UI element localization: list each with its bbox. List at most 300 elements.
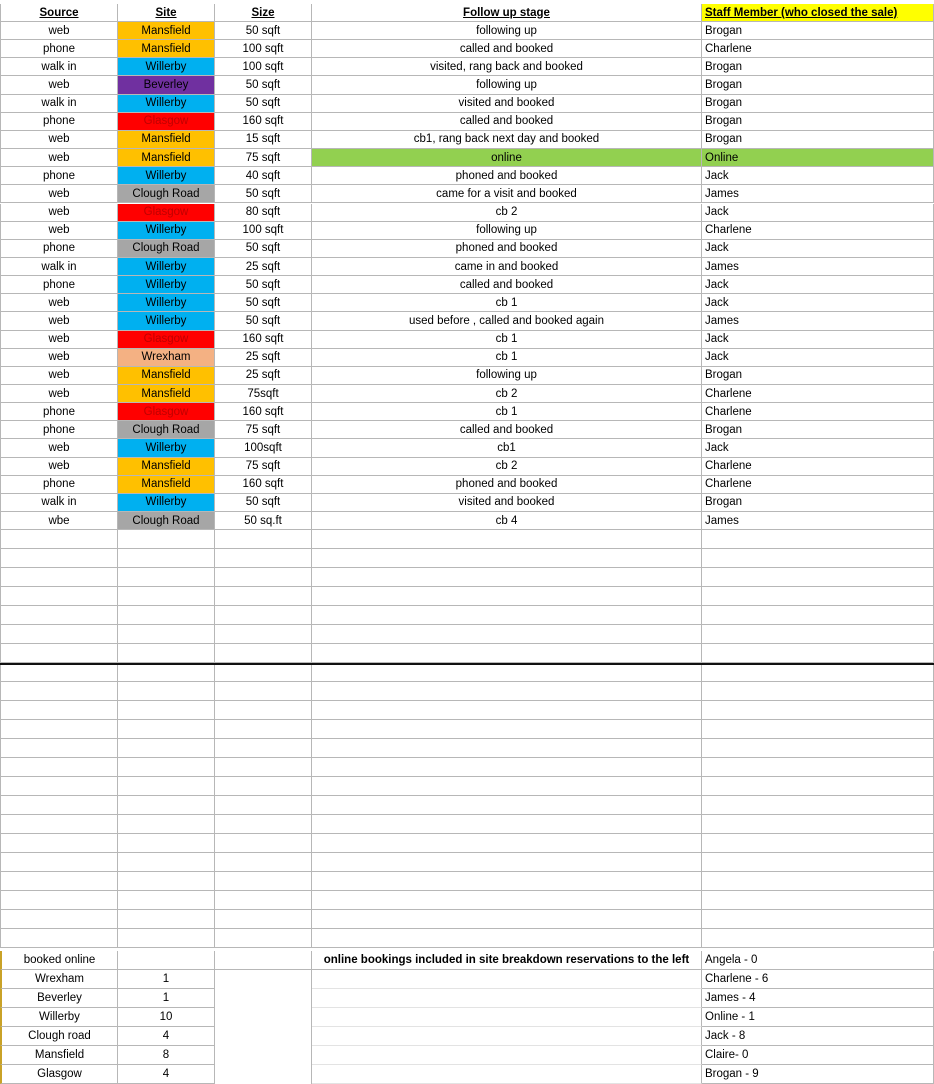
site-total-count[interactable]: 4: [118, 1027, 215, 1046]
site-cell[interactable]: Glasgow: [118, 113, 215, 131]
staff-cell[interactable]: Jack: [702, 331, 934, 349]
site-cell[interactable]: Clough Road: [118, 185, 215, 203]
empty-cell[interactable]: [118, 796, 215, 815]
staff-cell[interactable]: James: [702, 185, 934, 203]
staff-cell[interactable]: Brogan: [702, 113, 934, 131]
site-total-count[interactable]: 4: [118, 1065, 215, 1084]
online-bookings-note[interactable]: online bookings included in site breakdown reservations to the left: [312, 951, 702, 970]
source-cell[interactable]: phone: [0, 276, 118, 294]
staff-total[interactable]: Charlene - 6: [702, 970, 934, 989]
table-row: [0, 512, 934, 530]
table-row: [0, 131, 934, 149]
empty-cell[interactable]: [215, 758, 312, 777]
empty-cell[interactable]: [0, 549, 118, 568]
empty-cell[interactable]: [215, 682, 312, 701]
source-cell[interactable]: web: [0, 131, 118, 149]
empty-cell[interactable]: [215, 530, 312, 549]
stage-cell[interactable]: cb 2: [312, 458, 702, 476]
empty-cell[interactable]: [0, 701, 118, 720]
empty-cell[interactable]: [702, 530, 934, 549]
site-total-count[interactable]: 10: [118, 1008, 215, 1027]
staff-total[interactable]: Angela - 0: [702, 951, 934, 970]
source-cell[interactable]: web: [0, 385, 118, 403]
empty-cell[interactable]: [702, 872, 934, 891]
empty-cell[interactable]: [118, 872, 215, 891]
empty-cell[interactable]: [312, 1046, 702, 1065]
site-cell[interactable]: Mansfield: [118, 22, 215, 40]
staff-cell[interactable]: James: [702, 258, 934, 276]
empty-cell[interactable]: [312, 796, 702, 815]
empty-cell[interactable]: [118, 587, 215, 606]
staff-cell[interactable]: Brogan: [702, 76, 934, 94]
stage-cell[interactable]: called and booked: [312, 40, 702, 58]
staff-cell[interactable]: Brogan: [702, 22, 934, 40]
empty-cell[interactable]: [0, 929, 118, 948]
staff-cell[interactable]: Jack: [702, 240, 934, 258]
source-cell[interactable]: web: [0, 22, 118, 40]
table-row: [0, 149, 934, 167]
empty-cell[interactable]: [312, 587, 702, 606]
empty-cell[interactable]: [118, 815, 215, 834]
size-cell[interactable]: 75 sqft: [215, 421, 312, 439]
site-cell[interactable]: Willerby: [118, 439, 215, 457]
empty-cell[interactable]: [215, 644, 312, 663]
empty-cell[interactable]: [118, 606, 215, 625]
staff-cell[interactable]: Charlene: [702, 40, 934, 58]
stage-cell[interactable]: following up: [312, 367, 702, 385]
empty-cell[interactable]: [702, 910, 934, 929]
size-cell[interactable]: 50 sqft: [215, 276, 312, 294]
empty-cell[interactable]: [312, 910, 702, 929]
stage-cell[interactable]: came in and booked: [312, 258, 702, 276]
stage-cell[interactable]: called and booked: [312, 276, 702, 294]
site-cell[interactable]: Willerby: [118, 312, 215, 330]
site-cell[interactable]: Glasgow: [118, 403, 215, 421]
empty-cell[interactable]: [312, 568, 702, 587]
source-cell[interactable]: web: [0, 76, 118, 94]
empty-cell[interactable]: [118, 834, 215, 853]
empty-cell[interactable]: [0, 853, 118, 872]
empty-cell[interactable]: [118, 644, 215, 663]
empty-cell[interactable]: [702, 796, 934, 815]
size-cell[interactable]: 160 sqft: [215, 113, 312, 131]
size-cell[interactable]: 100 sqft: [215, 58, 312, 76]
empty-cell[interactable]: [215, 1065, 312, 1084]
stage-cell[interactable]: online: [312, 149, 702, 167]
empty-cell[interactable]: [0, 872, 118, 891]
empty-cell[interactable]: [312, 815, 702, 834]
empty-cell[interactable]: [0, 796, 118, 815]
stage-cell[interactable]: visited and booked: [312, 95, 702, 113]
size-cell[interactable]: 25 sqft: [215, 349, 312, 367]
empty-cell[interactable]: [312, 853, 702, 872]
stage-cell[interactable]: cb 1: [312, 294, 702, 312]
source-cell[interactable]: wbe: [0, 512, 118, 530]
table-row: [0, 331, 934, 349]
empty-cell[interactable]: [312, 625, 702, 644]
empty-cell[interactable]: [215, 587, 312, 606]
site-cell[interactable]: Willerby: [118, 494, 215, 512]
empty-cell[interactable]: [215, 663, 312, 682]
size-cell[interactable]: 50 sqft: [215, 22, 312, 40]
size-cell[interactable]: 50 sqft: [215, 312, 312, 330]
empty-cell[interactable]: [0, 834, 118, 853]
source-cell[interactable]: web: [0, 185, 118, 203]
size-cell[interactable]: 80 sqft: [215, 204, 312, 222]
site-cell[interactable]: Willerby: [118, 276, 215, 294]
source-cell[interactable]: phone: [0, 421, 118, 439]
staff-cell[interactable]: Charlene: [702, 458, 934, 476]
empty-cell[interactable]: [118, 853, 215, 872]
staff-cell[interactable]: Brogan: [702, 367, 934, 385]
empty-cell[interactable]: [118, 739, 215, 758]
empty-cell[interactable]: [118, 720, 215, 739]
empty-cell[interactable]: [312, 682, 702, 701]
empty-cell[interactable]: [0, 739, 118, 758]
header-site[interactable]: Site: [118, 4, 215, 22]
empty-cell[interactable]: [215, 1008, 312, 1027]
empty-cell[interactable]: [118, 910, 215, 929]
site-cell[interactable]: Mansfield: [118, 458, 215, 476]
empty-cell[interactable]: [702, 701, 934, 720]
staff-cell[interactable]: Brogan: [702, 95, 934, 113]
site-cell[interactable]: Clough Road: [118, 512, 215, 530]
empty-cell[interactable]: [702, 587, 934, 606]
site-cell[interactable]: Willerby: [118, 167, 215, 185]
empty-cell[interactable]: [215, 872, 312, 891]
empty-cell[interactable]: [312, 606, 702, 625]
source-cell[interactable]: web: [0, 331, 118, 349]
site-cell[interactable]: Willerby: [118, 258, 215, 276]
site-total-count[interactable]: 8: [118, 1046, 215, 1065]
empty-cell[interactable]: [312, 739, 702, 758]
booked-online-label[interactable]: booked online: [0, 951, 118, 970]
site-total-name[interactable]: Wrexham: [0, 970, 118, 989]
empty-cell[interactable]: [0, 587, 118, 606]
empty-cell[interactable]: [702, 549, 934, 568]
staff-cell[interactable]: Online: [702, 149, 934, 167]
stage-cell[interactable]: called and booked: [312, 113, 702, 131]
empty-cell[interactable]: [118, 701, 215, 720]
empty-cell[interactable]: [312, 777, 702, 796]
site-cell[interactable]: Mansfield: [118, 476, 215, 494]
site-total-count[interactable]: 1: [118, 970, 215, 989]
empty-cell[interactable]: [702, 682, 934, 701]
empty-cell[interactable]: [118, 777, 215, 796]
staff-cell[interactable]: Charlene: [702, 222, 934, 240]
empty-cell[interactable]: [702, 891, 934, 910]
stage-cell[interactable]: following up: [312, 22, 702, 40]
stage-cell[interactable]: phoned and booked: [312, 476, 702, 494]
site-cell[interactable]: Willerby: [118, 95, 215, 113]
empty-cell[interactable]: [215, 739, 312, 758]
stage-cell[interactable]: visited and booked: [312, 494, 702, 512]
site-cell[interactable]: Willerby: [118, 294, 215, 312]
stage-cell[interactable]: cb1: [312, 439, 702, 457]
empty-cell[interactable]: [118, 530, 215, 549]
stage-cell[interactable]: used before , called and booked again: [312, 312, 702, 330]
empty-cell[interactable]: [0, 682, 118, 701]
empty-cell[interactable]: [312, 1027, 702, 1046]
source-cell[interactable]: walk in: [0, 258, 118, 276]
stage-cell[interactable]: cb 4: [312, 512, 702, 530]
size-cell[interactable]: 160 sqft: [215, 476, 312, 494]
source-cell[interactable]: phone: [0, 167, 118, 185]
stage-cell[interactable]: came for a visit and booked: [312, 185, 702, 203]
size-cell[interactable]: 25 sqft: [215, 367, 312, 385]
staff-cell[interactable]: James: [702, 512, 934, 530]
size-cell[interactable]: 100 sqft: [215, 40, 312, 58]
empty-cell[interactable]: [0, 625, 118, 644]
empty-cell[interactable]: [312, 720, 702, 739]
size-cell[interactable]: 100 sqft: [215, 222, 312, 240]
empty-cell[interactable]: [312, 1065, 702, 1084]
empty-cell[interactable]: [702, 568, 934, 587]
site-cell[interactable]: Mansfield: [118, 367, 215, 385]
site-cell[interactable]: Clough Road: [118, 240, 215, 258]
header-stage[interactable]: Follow up stage: [312, 4, 702, 22]
stage-cell[interactable]: following up: [312, 222, 702, 240]
site-total-name[interactable]: Mansfield: [0, 1046, 118, 1065]
size-cell[interactable]: 50 sqft: [215, 494, 312, 512]
empty-cell[interactable]: [0, 720, 118, 739]
staff-cell[interactable]: Jack: [702, 294, 934, 312]
empty-cell[interactable]: [118, 891, 215, 910]
empty-cell[interactable]: [215, 549, 312, 568]
stage-cell[interactable]: cb 1: [312, 349, 702, 367]
site-total-count[interactable]: 1: [118, 989, 215, 1008]
source-cell[interactable]: walk in: [0, 95, 118, 113]
stage-cell[interactable]: phoned and booked: [312, 240, 702, 258]
empty-cell[interactable]: [702, 739, 934, 758]
empty-cell[interactable]: [118, 549, 215, 568]
empty-row: [0, 853, 934, 872]
table-row: [0, 113, 934, 131]
empty-cell[interactable]: [0, 663, 118, 682]
size-cell[interactable]: 15 sqft: [215, 131, 312, 149]
source-cell[interactable]: web: [0, 222, 118, 240]
empty-cell[interactable]: [0, 815, 118, 834]
empty-cell[interactable]: [312, 644, 702, 663]
header-staff[interactable]: Staff Member (who closed the sale): [702, 4, 934, 22]
empty-cell[interactable]: [215, 989, 312, 1008]
empty-cell[interactable]: [215, 834, 312, 853]
empty-cell[interactable]: [215, 777, 312, 796]
empty-cell[interactable]: [0, 758, 118, 777]
empty-cell[interactable]: [312, 701, 702, 720]
size-cell[interactable]: 50 sqft: [215, 294, 312, 312]
empty-cell[interactable]: [118, 951, 215, 970]
empty-cell[interactable]: [702, 815, 934, 834]
stage-cell[interactable]: cb 2: [312, 385, 702, 403]
empty-cell[interactable]: [0, 891, 118, 910]
empty-cell[interactable]: [118, 929, 215, 948]
table-row: [0, 276, 934, 294]
header-source[interactable]: Source: [0, 4, 118, 22]
size-cell[interactable]: 50 sq.ft: [215, 512, 312, 530]
stage-cell[interactable]: cb 1: [312, 403, 702, 421]
empty-cell[interactable]: [215, 796, 312, 815]
site-total-name[interactable]: Willerby: [0, 1008, 118, 1027]
source-cell[interactable]: web: [0, 149, 118, 167]
stage-cell[interactable]: cb 1: [312, 331, 702, 349]
source-cell[interactable]: phone: [0, 240, 118, 258]
staff-total[interactable]: Jack - 8: [702, 1027, 934, 1046]
empty-cell[interactable]: [215, 853, 312, 872]
staff-cell[interactable]: Jack: [702, 204, 934, 222]
empty-cell[interactable]: [702, 834, 934, 853]
site-cell[interactable]: Mansfield: [118, 149, 215, 167]
staff-cell[interactable]: Charlene: [702, 385, 934, 403]
source-cell[interactable]: walk in: [0, 494, 118, 512]
empty-cell[interactable]: [215, 951, 312, 970]
size-cell[interactable]: 50 sqft: [215, 240, 312, 258]
empty-cell[interactable]: [215, 910, 312, 929]
empty-cell[interactable]: [312, 929, 702, 948]
empty-cell[interactable]: [702, 929, 934, 948]
stage-cell[interactable]: phoned and booked: [312, 167, 702, 185]
source-cell[interactable]: phone: [0, 113, 118, 131]
staff-total[interactable]: Claire- 0: [702, 1046, 934, 1065]
empty-cell[interactable]: [0, 568, 118, 587]
size-cell[interactable]: 75 sqft: [215, 458, 312, 476]
site-cell[interactable]: Mansfield: [118, 40, 215, 58]
staff-cell[interactable]: James: [702, 312, 934, 330]
empty-cell[interactable]: [702, 625, 934, 644]
site-cell[interactable]: Glasgow: [118, 331, 215, 349]
staff-cell[interactable]: Charlene: [702, 403, 934, 421]
size-cell[interactable]: 40 sqft: [215, 167, 312, 185]
empty-cell[interactable]: [312, 663, 702, 682]
empty-cell[interactable]: [312, 989, 702, 1008]
empty-cell[interactable]: [702, 720, 934, 739]
site-cell[interactable]: Willerby: [118, 58, 215, 76]
empty-cell[interactable]: [215, 568, 312, 587]
empty-cell[interactable]: [312, 530, 702, 549]
empty-row: [0, 758, 934, 777]
source-cell[interactable]: phone: [0, 476, 118, 494]
table-row: [0, 349, 934, 367]
stage-cell[interactable]: called and booked: [312, 421, 702, 439]
staff-cell[interactable]: Brogan: [702, 494, 934, 512]
staff-cell[interactable]: Jack: [702, 276, 934, 294]
staff-total[interactable]: Online - 1: [702, 1008, 934, 1027]
empty-cell[interactable]: [702, 758, 934, 777]
site-cell[interactable]: Willerby: [118, 222, 215, 240]
stage-cell[interactable]: cb 2: [312, 204, 702, 222]
empty-cell[interactable]: [215, 970, 312, 989]
header-size[interactable]: Size: [215, 4, 312, 22]
empty-cell[interactable]: [118, 682, 215, 701]
site-cell[interactable]: Glasgow: [118, 204, 215, 222]
empty-cell[interactable]: [215, 1027, 312, 1046]
size-cell[interactable]: 50 sqft: [215, 95, 312, 113]
empty-cell[interactable]: [215, 625, 312, 644]
staff-cell[interactable]: Jack: [702, 349, 934, 367]
source-cell[interactable]: phone: [0, 403, 118, 421]
empty-cell[interactable]: [0, 910, 118, 929]
site-total-name[interactable]: Clough road: [0, 1027, 118, 1046]
empty-cell[interactable]: [0, 644, 118, 663]
size-cell[interactable]: 50 sqft: [215, 76, 312, 94]
staff-cell[interactable]: Charlene: [702, 476, 934, 494]
empty-cell[interactable]: [312, 970, 702, 989]
empty-cell[interactable]: [215, 720, 312, 739]
size-cell[interactable]: 75sqft: [215, 385, 312, 403]
size-cell[interactable]: 160 sqft: [215, 403, 312, 421]
empty-cell[interactable]: [118, 625, 215, 644]
staff-total[interactable]: James - 4: [702, 989, 934, 1008]
empty-cell[interactable]: [312, 1008, 702, 1027]
empty-cell[interactable]: [215, 1046, 312, 1065]
empty-cell[interactable]: [215, 606, 312, 625]
source-cell[interactable]: phone: [0, 40, 118, 58]
empty-cell[interactable]: [702, 663, 934, 682]
staff-cell[interactable]: Brogan: [702, 131, 934, 149]
staff-cell[interactable]: Jack: [702, 167, 934, 185]
source-cell[interactable]: web: [0, 312, 118, 330]
site-cell[interactable]: Wrexham: [118, 349, 215, 367]
empty-cell[interactable]: [215, 929, 312, 948]
empty-cell[interactable]: [702, 777, 934, 796]
stage-cell[interactable]: visited, rang back and booked: [312, 58, 702, 76]
empty-cell[interactable]: [0, 777, 118, 796]
staff-total[interactable]: Brogan - 9: [702, 1065, 934, 1084]
staff-cell[interactable]: Jack: [702, 439, 934, 457]
source-cell[interactable]: web: [0, 204, 118, 222]
empty-cell[interactable]: [118, 663, 215, 682]
empty-cell[interactable]: [215, 891, 312, 910]
empty-cell[interactable]: [215, 815, 312, 834]
empty-row: [0, 568, 934, 587]
empty-cell[interactable]: [118, 758, 215, 777]
source-cell[interactable]: web: [0, 439, 118, 457]
staff-cell[interactable]: Brogan: [702, 421, 934, 439]
staff-cell[interactable]: Brogan: [702, 58, 934, 76]
empty-cell[interactable]: [0, 530, 118, 549]
source-cell[interactable]: web: [0, 458, 118, 476]
stage-cell[interactable]: following up: [312, 76, 702, 94]
source-cell[interactable]: web: [0, 294, 118, 312]
site-cell[interactable]: Clough Road: [118, 421, 215, 439]
empty-cell[interactable]: [702, 853, 934, 872]
stage-cell[interactable]: cb1, rang back next day and booked: [312, 131, 702, 149]
empty-cell[interactable]: [312, 549, 702, 568]
site-total-name[interactable]: Beverley: [0, 989, 118, 1008]
empty-cell[interactable]: [312, 758, 702, 777]
empty-cell[interactable]: [702, 644, 934, 663]
empty-cell[interactable]: [215, 701, 312, 720]
source-cell[interactable]: web: [0, 349, 118, 367]
empty-cell[interactable]: [312, 834, 702, 853]
site-cell[interactable]: Beverley: [118, 76, 215, 94]
site-cell[interactable]: Mansfield: [118, 385, 215, 403]
source-cell[interactable]: walk in: [0, 58, 118, 76]
site-cell[interactable]: Mansfield: [118, 131, 215, 149]
empty-cell[interactable]: [312, 872, 702, 891]
empty-cell[interactable]: [312, 891, 702, 910]
site-total-name[interactable]: Glasgow: [0, 1065, 118, 1084]
empty-cell[interactable]: [0, 606, 118, 625]
size-cell[interactable]: 100sqft: [215, 439, 312, 457]
size-cell[interactable]: 75 sqft: [215, 149, 312, 167]
size-cell[interactable]: 160 sqft: [215, 331, 312, 349]
size-cell[interactable]: 25 sqft: [215, 258, 312, 276]
source-cell[interactable]: web: [0, 367, 118, 385]
empty-cell[interactable]: [702, 606, 934, 625]
empty-cell[interactable]: [118, 568, 215, 587]
size-cell[interactable]: 50 sqft: [215, 185, 312, 203]
